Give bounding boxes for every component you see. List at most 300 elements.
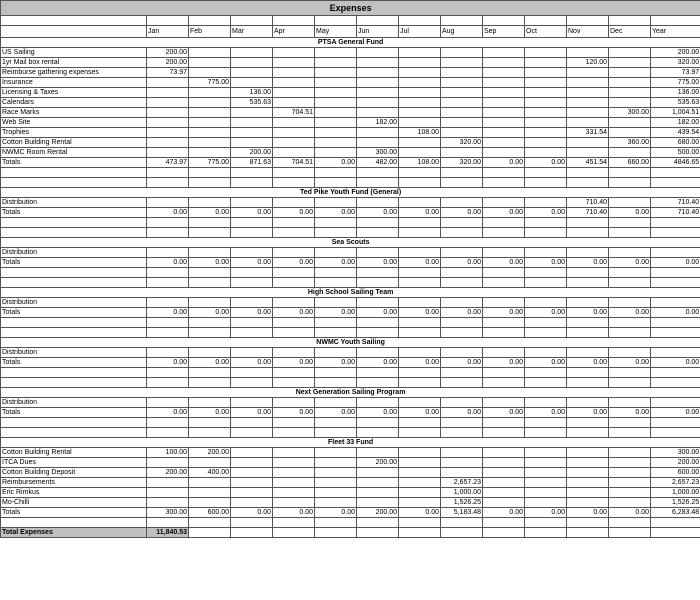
empty-cell[interactable] — [567, 528, 609, 538]
value-cell[interactable]: 0.00 — [483, 408, 525, 418]
empty-cell[interactable] — [651, 318, 700, 328]
empty-cell[interactable] — [609, 518, 651, 528]
empty-cell[interactable] — [1, 328, 147, 338]
empty-cell[interactable] — [357, 518, 399, 528]
empty-cell[interactable] — [357, 418, 399, 428]
section-title[interactable]: Next Generation Sailing Program — [1, 388, 700, 398]
empty-cell[interactable] — [315, 318, 357, 328]
value-cell[interactable]: 0.00 — [357, 208, 399, 218]
value-cell[interactable]: 0.00 — [525, 208, 567, 218]
empty-cell[interactable] — [147, 178, 189, 188]
row-label[interactable]: Distribution — [1, 298, 147, 308]
month-header-jan[interactable]: Jan — [147, 26, 189, 38]
value-cell[interactable] — [441, 78, 483, 88]
empty-cell[interactable] — [609, 378, 651, 388]
value-cell[interactable]: 600.00 — [651, 468, 700, 478]
value-cell[interactable] — [273, 78, 315, 88]
empty-cell[interactable] — [189, 218, 231, 228]
empty-cell[interactable] — [315, 368, 357, 378]
value-cell[interactable] — [147, 98, 189, 108]
value-cell[interactable]: 182.00 — [651, 118, 700, 128]
value-cell[interactable] — [273, 138, 315, 148]
empty-cell[interactable] — [231, 218, 273, 228]
value-cell[interactable] — [483, 108, 525, 118]
empty-cell[interactable] — [567, 518, 609, 528]
value-cell[interactable] — [441, 468, 483, 478]
value-cell[interactable]: 600.00 — [189, 508, 231, 518]
empty-cell[interactable] — [567, 278, 609, 288]
empty-cell[interactable] — [189, 428, 231, 438]
value-cell[interactable]: 535.63 — [231, 98, 273, 108]
value-cell[interactable] — [441, 68, 483, 78]
value-cell[interactable] — [147, 458, 189, 468]
month-header-apr[interactable]: Apr — [273, 26, 315, 38]
value-cell[interactable] — [609, 348, 651, 358]
value-cell[interactable]: 200.00 — [189, 448, 231, 458]
empty-cell[interactable] — [651, 328, 700, 338]
empty-cell[interactable] — [483, 218, 525, 228]
row-label[interactable]: Totals — [1, 158, 147, 168]
value-cell[interactable] — [189, 128, 231, 138]
value-cell[interactable]: 775.00 — [189, 158, 231, 168]
empty-cell[interactable] — [399, 268, 441, 278]
value-cell[interactable]: 0.00 — [651, 258, 700, 268]
value-cell[interactable] — [399, 138, 441, 148]
empty-cell[interactable] — [315, 378, 357, 388]
value-cell[interactable]: 0.00 — [441, 408, 483, 418]
value-cell[interactable] — [483, 488, 525, 498]
value-cell[interactable] — [609, 148, 651, 158]
value-cell[interactable] — [189, 108, 231, 118]
value-cell[interactable] — [315, 488, 357, 498]
empty-cell[interactable] — [231, 16, 273, 26]
empty-cell[interactable] — [231, 318, 273, 328]
empty-cell[interactable] — [147, 16, 189, 26]
month-header-mar[interactable]: Mar — [231, 26, 273, 38]
empty-cell[interactable] — [189, 318, 231, 328]
value-cell[interactable] — [567, 68, 609, 78]
value-cell[interactable]: 1,000.00 — [441, 488, 483, 498]
empty-cell[interactable] — [357, 228, 399, 238]
empty-cell[interactable] — [525, 278, 567, 288]
value-cell[interactable] — [273, 88, 315, 98]
row-label[interactable]: Trophies — [1, 128, 147, 138]
value-cell[interactable]: 320.00 — [441, 158, 483, 168]
value-cell[interactable]: 710.40 — [651, 198, 700, 208]
empty-cell[interactable] — [399, 178, 441, 188]
value-cell[interactable] — [357, 108, 399, 118]
value-cell[interactable]: 0.00 — [147, 258, 189, 268]
empty-cell[interactable] — [147, 368, 189, 378]
value-cell[interactable]: 0.00 — [609, 508, 651, 518]
value-cell[interactable] — [147, 78, 189, 88]
empty-cell[interactable] — [567, 268, 609, 278]
empty-cell[interactable] — [231, 378, 273, 388]
value-cell[interactable] — [273, 98, 315, 108]
row-label[interactable]: Reimbursements — [1, 478, 147, 488]
section-title[interactable]: Fleet 33 Fund — [1, 438, 700, 448]
empty-cell[interactable] — [357, 268, 399, 278]
empty-cell[interactable] — [483, 378, 525, 388]
value-cell[interactable]: 710.40 — [567, 208, 609, 218]
empty-cell[interactable] — [1, 218, 147, 228]
empty-cell[interactable] — [357, 528, 399, 538]
empty-cell[interactable] — [483, 278, 525, 288]
empty-cell[interactable] — [525, 178, 567, 188]
empty-cell[interactable] — [441, 428, 483, 438]
value-cell[interactable] — [609, 458, 651, 468]
row-label[interactable]: Distribution — [1, 198, 147, 208]
value-cell[interactable]: 360.00 — [609, 138, 651, 148]
value-cell[interactable] — [231, 128, 273, 138]
empty-cell[interactable] — [609, 418, 651, 428]
value-cell[interactable]: 775.00 — [189, 78, 231, 88]
empty-cell[interactable] — [147, 428, 189, 438]
empty-cell[interactable] — [147, 218, 189, 228]
empty-cell[interactable] — [399, 328, 441, 338]
value-cell[interactable] — [315, 148, 357, 158]
value-cell[interactable]: 0.00 — [525, 258, 567, 268]
value-cell[interactable]: 331.54 — [567, 128, 609, 138]
value-cell[interactable] — [609, 68, 651, 78]
empty-cell[interactable] — [651, 178, 700, 188]
value-cell[interactable] — [273, 148, 315, 158]
value-cell[interactable] — [189, 148, 231, 158]
empty-cell[interactable] — [315, 428, 357, 438]
row-label[interactable]: Totals — [1, 358, 147, 368]
value-cell[interactable] — [189, 348, 231, 358]
empty-cell[interactable] — [483, 168, 525, 178]
value-cell[interactable]: 0.00 — [147, 308, 189, 318]
month-header-aug[interactable]: Aug — [441, 26, 483, 38]
empty-cell[interactable] — [273, 318, 315, 328]
value-cell[interactable]: 0.00 — [273, 208, 315, 218]
empty-cell[interactable] — [399, 528, 441, 538]
value-cell[interactable] — [357, 138, 399, 148]
empty-cell[interactable] — [525, 268, 567, 278]
empty-cell[interactable] — [441, 278, 483, 288]
empty-cell[interactable] — [483, 418, 525, 428]
value-cell[interactable] — [483, 398, 525, 408]
empty-cell[interactable] — [189, 528, 231, 538]
value-cell[interactable] — [525, 348, 567, 358]
value-cell[interactable] — [147, 488, 189, 498]
value-cell[interactable] — [609, 468, 651, 478]
value-cell[interactable]: 0.00 — [399, 258, 441, 268]
value-cell[interactable]: 0.00 — [525, 358, 567, 368]
value-cell[interactable] — [231, 488, 273, 498]
empty-cell[interactable] — [399, 278, 441, 288]
value-cell[interactable] — [273, 68, 315, 78]
value-cell[interactable]: 200.00 — [651, 48, 700, 58]
value-cell[interactable]: 300.00 — [357, 148, 399, 158]
value-cell[interactable]: 0.00 — [609, 208, 651, 218]
value-cell[interactable] — [399, 498, 441, 508]
value-cell[interactable]: 0.00 — [315, 308, 357, 318]
value-cell[interactable]: 120.00 — [567, 58, 609, 68]
empty-cell[interactable] — [399, 428, 441, 438]
empty-cell[interactable] — [147, 328, 189, 338]
empty-cell[interactable] — [357, 428, 399, 438]
value-cell[interactable] — [399, 448, 441, 458]
value-cell[interactable] — [609, 498, 651, 508]
empty-cell[interactable] — [567, 428, 609, 438]
value-cell[interactable] — [525, 98, 567, 108]
value-cell[interactable]: 500.00 — [651, 148, 700, 158]
value-cell[interactable] — [441, 198, 483, 208]
value-cell[interactable]: 0.00 — [567, 358, 609, 368]
empty-cell[interactable] — [1, 178, 147, 188]
value-cell[interactable] — [189, 138, 231, 148]
value-cell[interactable] — [441, 398, 483, 408]
value-cell[interactable]: 0.00 — [357, 408, 399, 418]
month-header-oct[interactable]: Oct — [525, 26, 567, 38]
value-cell[interactable]: 100.00 — [147, 448, 189, 458]
value-cell[interactable]: 0.00 — [525, 158, 567, 168]
value-cell[interactable]: 0.00 — [399, 358, 441, 368]
empty-cell[interactable] — [357, 328, 399, 338]
value-cell[interactable]: 0.00 — [189, 308, 231, 318]
empty-cell[interactable] — [231, 228, 273, 238]
value-cell[interactable] — [567, 398, 609, 408]
value-cell[interactable]: 710.40 — [567, 198, 609, 208]
value-cell[interactable] — [315, 198, 357, 208]
value-cell[interactable]: 0.00 — [315, 408, 357, 418]
value-cell[interactable] — [609, 248, 651, 258]
section-title[interactable]: PTSA General Fund — [1, 38, 700, 48]
value-cell[interactable] — [399, 118, 441, 128]
value-cell[interactable] — [525, 128, 567, 138]
value-cell[interactable]: 0.00 — [609, 408, 651, 418]
empty-cell[interactable] — [189, 168, 231, 178]
value-cell[interactable]: 300.00 — [609, 108, 651, 118]
value-cell[interactable] — [609, 488, 651, 498]
value-cell[interactable] — [609, 78, 651, 88]
value-cell[interactable] — [315, 58, 357, 68]
value-cell[interactable] — [483, 118, 525, 128]
value-cell[interactable] — [315, 88, 357, 98]
value-cell[interactable] — [189, 88, 231, 98]
value-cell[interactable]: 1,004.51 — [651, 108, 700, 118]
value-cell[interactable] — [231, 58, 273, 68]
value-cell[interactable]: 0.00 — [147, 408, 189, 418]
value-cell[interactable] — [651, 348, 700, 358]
value-cell[interactable] — [231, 448, 273, 458]
empty-cell[interactable] — [1, 318, 147, 328]
value-cell[interactable]: 0.00 — [567, 408, 609, 418]
empty-cell[interactable] — [231, 428, 273, 438]
value-cell[interactable]: 0.00 — [483, 358, 525, 368]
value-cell[interactable] — [273, 448, 315, 458]
value-cell[interactable] — [399, 478, 441, 488]
empty-cell[interactable] — [147, 518, 189, 528]
value-cell[interactable] — [273, 198, 315, 208]
value-cell[interactable] — [357, 478, 399, 488]
empty-cell[interactable] — [315, 278, 357, 288]
value-cell[interactable]: 0.00 — [651, 358, 700, 368]
value-cell[interactable]: 660.00 — [609, 158, 651, 168]
empty-cell[interactable] — [399, 368, 441, 378]
value-cell[interactable] — [357, 248, 399, 258]
empty-cell[interactable] — [651, 218, 700, 228]
value-cell[interactable]: 0.00 — [483, 208, 525, 218]
empty-cell[interactable] — [609, 278, 651, 288]
value-cell[interactable]: 108.00 — [399, 158, 441, 168]
value-cell[interactable] — [147, 88, 189, 98]
empty-cell[interactable] — [357, 178, 399, 188]
value-cell[interactable] — [399, 58, 441, 68]
value-cell[interactable] — [399, 488, 441, 498]
value-cell[interactable] — [357, 98, 399, 108]
empty-cell[interactable] — [357, 16, 399, 26]
empty-cell[interactable] — [483, 228, 525, 238]
value-cell[interactable]: 0.00 — [525, 408, 567, 418]
value-cell[interactable]: 0.00 — [273, 358, 315, 368]
empty-cell[interactable] — [147, 268, 189, 278]
value-cell[interactable] — [441, 298, 483, 308]
value-cell[interactable]: 1,526.25 — [651, 498, 700, 508]
row-label[interactable]: Distribution — [1, 348, 147, 358]
value-cell[interactable] — [525, 488, 567, 498]
value-cell[interactable] — [315, 248, 357, 258]
value-cell[interactable] — [315, 348, 357, 358]
value-cell[interactable] — [399, 78, 441, 88]
value-cell[interactable] — [357, 298, 399, 308]
empty-cell[interactable] — [525, 228, 567, 238]
empty-cell[interactable] — [1, 168, 147, 178]
empty-cell[interactable] — [399, 418, 441, 428]
row-label[interactable]: Distribution — [1, 248, 147, 258]
value-cell[interactable] — [441, 88, 483, 98]
empty-cell[interactable] — [147, 228, 189, 238]
value-cell[interactable] — [441, 118, 483, 128]
row-label[interactable]: Insurance — [1, 78, 147, 88]
empty-cell[interactable] — [273, 228, 315, 238]
value-cell[interactable] — [483, 48, 525, 58]
empty-cell[interactable] — [273, 368, 315, 378]
empty-cell[interactable] — [567, 318, 609, 328]
value-cell[interactable] — [273, 478, 315, 488]
value-cell[interactable] — [315, 138, 357, 148]
value-cell[interactable] — [231, 118, 273, 128]
empty-cell[interactable] — [315, 168, 357, 178]
value-cell[interactable] — [147, 148, 189, 158]
empty-cell[interactable] — [483, 268, 525, 278]
empty-cell[interactable] — [567, 168, 609, 178]
empty-cell[interactable] — [399, 218, 441, 228]
empty-cell[interactable] — [651, 278, 700, 288]
empty-cell[interactable] — [609, 268, 651, 278]
value-cell[interactable] — [315, 458, 357, 468]
value-cell[interactable] — [147, 118, 189, 128]
row-label[interactable]: Totals — [1, 408, 147, 418]
value-cell[interactable] — [525, 48, 567, 58]
value-cell[interactable]: 0.00 — [357, 258, 399, 268]
value-cell[interactable] — [609, 48, 651, 58]
value-cell[interactable] — [567, 118, 609, 128]
month-header-sep[interactable]: Sep — [483, 26, 525, 38]
value-cell[interactable] — [147, 498, 189, 508]
value-cell[interactable] — [567, 78, 609, 88]
empty-cell[interactable] — [315, 178, 357, 188]
value-cell[interactable] — [273, 458, 315, 468]
empty-cell[interactable] — [1, 428, 147, 438]
empty-cell[interactable] — [399, 378, 441, 388]
value-cell[interactable]: 0.00 — [273, 508, 315, 518]
empty-cell[interactable] — [651, 368, 700, 378]
value-cell[interactable]: 0.00 — [315, 158, 357, 168]
value-cell[interactable]: 0.00 — [315, 358, 357, 368]
value-cell[interactable] — [357, 58, 399, 68]
value-cell[interactable] — [189, 118, 231, 128]
empty-cell[interactable] — [525, 518, 567, 528]
value-cell[interactable]: 710.40 — [651, 208, 700, 218]
value-cell[interactable]: 0.00 — [189, 258, 231, 268]
empty-cell[interactable] — [525, 16, 567, 26]
empty-cell[interactable] — [357, 218, 399, 228]
empty-cell[interactable] — [189, 178, 231, 188]
empty-cell[interactable] — [525, 318, 567, 328]
value-cell[interactable] — [441, 98, 483, 108]
value-cell[interactable]: 1,000.00 — [651, 488, 700, 498]
empty-cell[interactable] — [441, 178, 483, 188]
empty-cell[interactable] — [525, 528, 567, 538]
empty-cell[interactable] — [441, 418, 483, 428]
value-cell[interactable] — [273, 118, 315, 128]
value-cell[interactable] — [189, 248, 231, 258]
empty-cell[interactable] — [231, 418, 273, 428]
value-cell[interactable] — [357, 498, 399, 508]
value-cell[interactable] — [189, 98, 231, 108]
value-cell[interactable] — [483, 88, 525, 98]
row-label[interactable]: 1yr Mail box rental — [1, 58, 147, 68]
value-cell[interactable] — [567, 478, 609, 488]
value-cell[interactable] — [651, 398, 700, 408]
empty-cell[interactable] — [147, 318, 189, 328]
empty-cell[interactable] — [273, 178, 315, 188]
value-cell[interactable] — [441, 458, 483, 468]
value-cell[interactable] — [483, 58, 525, 68]
value-cell[interactable]: 0.00 — [525, 508, 567, 518]
value-cell[interactable]: 400.00 — [189, 468, 231, 478]
value-cell[interactable] — [525, 138, 567, 148]
empty-cell[interactable] — [399, 16, 441, 26]
value-cell[interactable]: 0.00 — [399, 508, 441, 518]
value-cell[interactable] — [441, 48, 483, 58]
row-label[interactable]: Totals — [1, 508, 147, 518]
value-cell[interactable] — [273, 128, 315, 138]
empty-cell[interactable] — [231, 328, 273, 338]
value-cell[interactable] — [483, 498, 525, 508]
empty-cell[interactable] — [525, 418, 567, 428]
empty-cell[interactable] — [609, 428, 651, 438]
value-cell[interactable] — [357, 488, 399, 498]
value-cell[interactable]: 0.00 — [273, 258, 315, 268]
empty-cell[interactable] — [315, 16, 357, 26]
value-cell[interactable] — [273, 498, 315, 508]
empty-cell[interactable] — [441, 518, 483, 528]
value-cell[interactable]: 0.00 — [441, 308, 483, 318]
value-cell[interactable] — [399, 298, 441, 308]
empty-cell[interactable] — [315, 518, 357, 528]
value-cell[interactable] — [483, 348, 525, 358]
value-cell[interactable]: 0.00 — [567, 258, 609, 268]
value-cell[interactable] — [189, 478, 231, 488]
empty-cell[interactable] — [651, 518, 700, 528]
value-cell[interactable] — [399, 398, 441, 408]
empty-cell[interactable] — [1, 16, 147, 26]
value-cell[interactable] — [273, 488, 315, 498]
